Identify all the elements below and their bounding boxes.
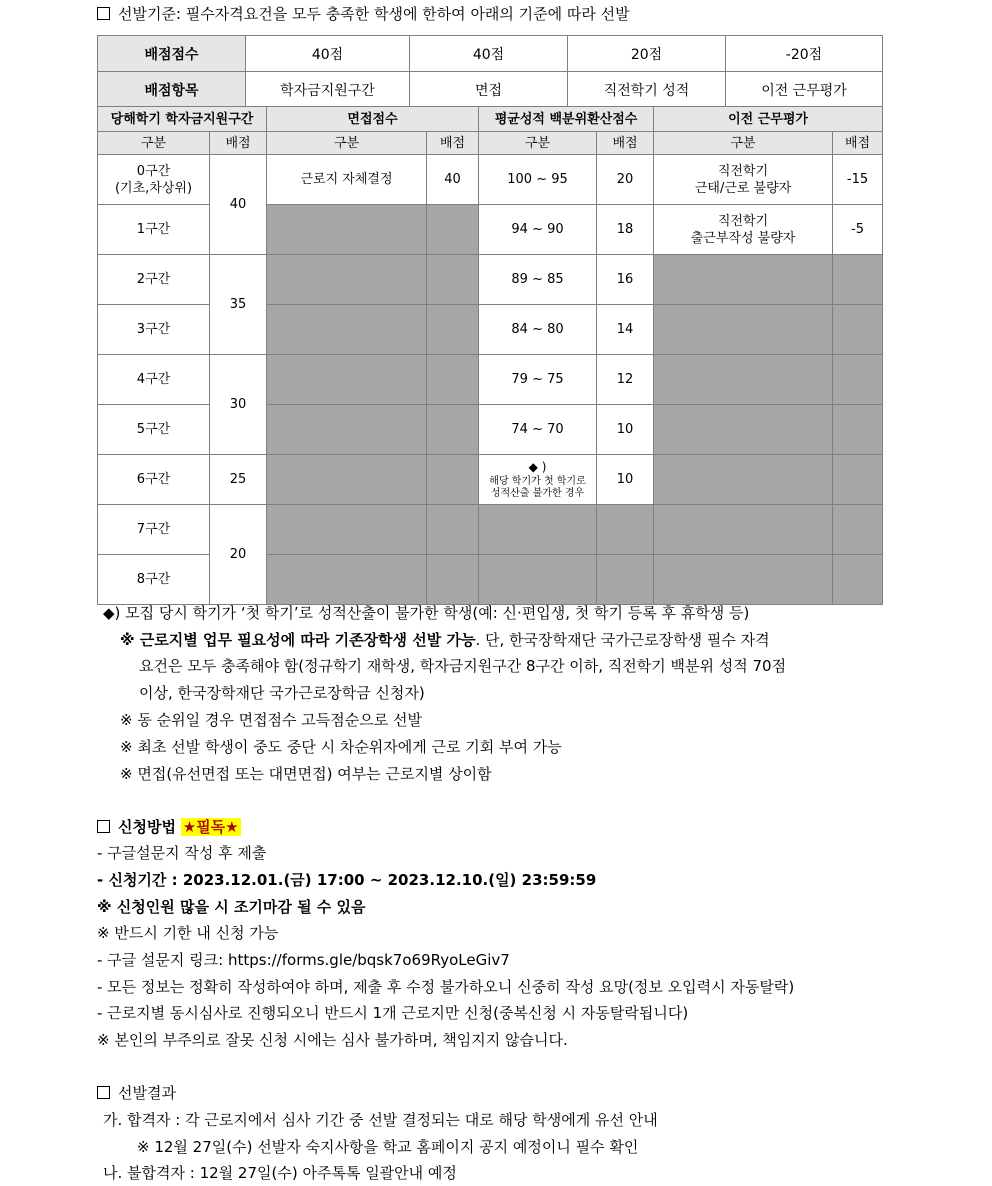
bracket-score: 35: [210, 255, 267, 355]
summary-cell: 직전학기 성적: [568, 72, 726, 108]
note-dropout: ※ 최초 선발 학생이 중도 중단 시 차순위자에게 근로 기회 부여 가능: [120, 738, 562, 756]
application-line: ※ 본인의 부주의로 잘못 신청 시에는 심사 불가하며, 책임지지 않습니다.: [97, 1031, 568, 1049]
score-detail-table: [97, 106, 883, 605]
empty-cell: [427, 555, 479, 605]
note-interview: ※ 면접(유선면접 또는 대면면접) 여부는 근로지별 상이함: [120, 765, 492, 783]
table-row: [98, 72, 883, 108]
grade-score: 10: [597, 455, 654, 505]
summary-row-label: 배점항목: [98, 72, 246, 108]
application-line: - 근로지별 동시심사로 진행되오니 반드시 1개 근로지만 신청(중복신청 시 자동탈락됩니다): [97, 1004, 689, 1022]
empty-cell: [654, 505, 833, 555]
column-header: 구분: [267, 132, 427, 155]
grade-score: 14: [597, 305, 654, 355]
bracket-cell: 5구간: [98, 405, 210, 455]
empty-cell: [833, 455, 883, 505]
evaluation-score: -15: [833, 155, 883, 205]
interview-score: 40: [427, 155, 479, 205]
first-term-note: 해당 학기가 첫 학기로 성적산출 불가한 경우: [489, 476, 586, 499]
bracket-score: 30: [210, 355, 267, 455]
empty-cell: [833, 405, 883, 455]
grade-score: 20: [597, 155, 654, 205]
summary-cell: 20점: [568, 36, 726, 72]
evaluation-label: 직전학기 근태/근로 불량자: [654, 155, 833, 205]
column-header: 배점: [833, 132, 883, 155]
empty-cell: [654, 405, 833, 455]
empty-cell: [427, 405, 479, 455]
note-existing-students-line3: 이상, 한국장학재단 국가근로장학금 신청자): [139, 684, 425, 702]
empty-cell: [479, 555, 597, 605]
empty-cell: [267, 505, 427, 555]
empty-cell: [267, 455, 427, 505]
bracket-cell: 3구간: [98, 305, 210, 355]
grade-score: 16: [597, 255, 654, 305]
grade-range: 84 ~ 80: [479, 305, 597, 355]
empty-cell: [654, 255, 833, 305]
interview-label: 근로지 자체결정: [267, 155, 427, 205]
empty-cell: [427, 455, 479, 505]
empty-cell: [654, 355, 833, 405]
summary-cell: -20점: [726, 36, 883, 72]
empty-cell: [267, 355, 427, 405]
checkbox-icon: [97, 7, 110, 20]
application-period: - 신청기간 : 2023.12.01.(금) 17:00 ~ 2023.12.10.(일) 23:59:59: [97, 871, 597, 889]
grade-score: 12: [597, 355, 654, 405]
grade-score: 10: [597, 405, 654, 455]
checkbox-icon: [97, 820, 110, 833]
group-header: 이전 근무평가: [654, 107, 883, 132]
table-row: [98, 36, 883, 72]
group-header: 당해학기 학자금지원구간: [98, 107, 267, 132]
application-early-close: ※ 신청인원 많을 시 조기마감 될 수 있음: [97, 898, 366, 916]
results-accepted-note: ※ 12월 27일(수) 선발자 숙지사항을 학교 홈페이지 공지 예정이니 필수 확인: [137, 1138, 639, 1156]
diamond-note: ◆) 모집 당시 학기가 ‘첫 학기’로 성적산출이 불가한 학생(예: 신·편입생, 첫 학기 등록 후 휴학생 등): [103, 604, 750, 622]
bracket-cell: 4구간: [98, 355, 210, 405]
table-row: [98, 505, 883, 555]
application-line: - 구글설문지 작성 후 제출: [97, 844, 267, 862]
bracket-score: 40: [210, 155, 267, 255]
empty-cell: [833, 355, 883, 405]
bracket-cell: 6구간: [98, 455, 210, 505]
empty-cell: [654, 305, 833, 355]
summary-cell: 이전 근무평가: [726, 72, 883, 108]
empty-cell: [267, 555, 427, 605]
column-header: 구분: [479, 132, 597, 155]
empty-cell: [654, 555, 833, 605]
table-row: [98, 155, 883, 205]
table-row: [98, 355, 883, 405]
note-tie: ※ 동 순위일 경우 면접점수 고득점순으로 선발: [120, 711, 422, 729]
must-read-badge: ★필독★: [182, 818, 239, 836]
empty-cell: [427, 205, 479, 255]
empty-cell: [427, 505, 479, 555]
column-header: 구분: [98, 132, 210, 155]
column-header: 배점: [210, 132, 267, 155]
empty-cell: [833, 555, 883, 605]
bracket-score: 20: [210, 505, 267, 605]
application-line: - 모든 정보는 정확히 작성하여야 하며, 제출 후 수정 불가하오니 신중히 작성 요망(정보 오입력시 자동탈락): [97, 978, 795, 996]
empty-cell: [267, 405, 427, 455]
summary-cell: 학자금지원구간: [246, 72, 410, 108]
grade-range: 74 ~ 70: [479, 405, 597, 455]
checkbox-icon: [97, 1086, 110, 1099]
evaluation-label: 직전학기 출근부작성 불량자: [654, 205, 833, 255]
empty-cell: [833, 255, 883, 305]
empty-cell: [833, 505, 883, 555]
bracket-score: 25: [210, 455, 267, 505]
table-row: [98, 455, 883, 505]
empty-cell: [427, 355, 479, 405]
empty-cell: [654, 455, 833, 505]
summary-row-label: 배점점수: [98, 36, 246, 72]
bracket-cell: 7구간: [98, 505, 210, 555]
group-header: 평균성적 백분위환산점수: [479, 107, 654, 132]
empty-cell: [479, 505, 597, 555]
summary-cell: 40점: [410, 36, 568, 72]
summary-cell: 면접: [410, 72, 568, 108]
score-summary-table: [97, 35, 883, 108]
note-existing-students: ※ 근로지별 업무 필요성에 따라 기존장학생 선발 가능. 단, 한국장학재단 국가근로장학생 필수 자격: [120, 631, 770, 649]
column-header: 구분: [654, 132, 833, 155]
summary-cell: 40점: [246, 36, 410, 72]
evaluation-score: -5: [833, 205, 883, 255]
table-row: [98, 255, 883, 305]
grade-range: 100 ~ 95: [479, 155, 597, 205]
results-accepted: 가. 합격자 : 각 근로지에서 심사 기간 중 선발 결정되는 대로 해당 학생에게 유선 안내: [103, 1111, 658, 1129]
column-header: 배점: [427, 132, 479, 155]
empty-cell: [597, 555, 654, 605]
bracket-cell: 2구간: [98, 255, 210, 305]
criteria-heading: 선발기준: 필수자격요건을 모두 충족한 학생에 한하여 아래의 기준에 따라 선발: [97, 4, 630, 24]
application-line: ※ 반드시 기한 내 신청 가능: [97, 924, 279, 942]
group-header: 면접점수: [267, 107, 479, 132]
empty-cell: [427, 305, 479, 355]
empty-cell: [267, 305, 427, 355]
results-heading: 선발결과: [97, 1083, 176, 1103]
column-header: 배점: [597, 132, 654, 155]
empty-cell: [833, 305, 883, 355]
bracket-cell: 1구간: [98, 205, 210, 255]
grade-range-first-term: [479, 455, 597, 505]
grade-score: 18: [597, 205, 654, 255]
grade-range: 94 ~ 90: [479, 205, 597, 255]
table-row: [98, 107, 883, 132]
note-existing-students-line2: 요건은 모두 충족해야 함(정규학기 재학생, 학자금지원구간 8구간 이하, 직전학기 백분위 성적 70점: [139, 657, 787, 675]
diamond-marker: ◆ ): [528, 460, 547, 474]
survey-link[interactable]: - 구글 설문지 링크: https://forms.gle/bqsk7o69RyoLeGiv7: [97, 951, 510, 969]
empty-cell: [267, 205, 427, 255]
table-row: [98, 132, 883, 155]
bracket-cell: 8구간: [98, 555, 210, 605]
grade-range: 89 ~ 85: [479, 255, 597, 305]
results-rejected: 나. 불합격자 : 12월 27일(수) 아주톡톡 일괄안내 예정: [103, 1164, 457, 1182]
grade-range: 79 ~ 75: [479, 355, 597, 405]
bracket-cell: 0구간 (기초,차상위): [98, 155, 210, 205]
empty-cell: [267, 255, 427, 305]
empty-cell: [597, 505, 654, 555]
empty-cell: [427, 255, 479, 305]
application-heading: 신청방법 ★필독★: [97, 817, 241, 837]
